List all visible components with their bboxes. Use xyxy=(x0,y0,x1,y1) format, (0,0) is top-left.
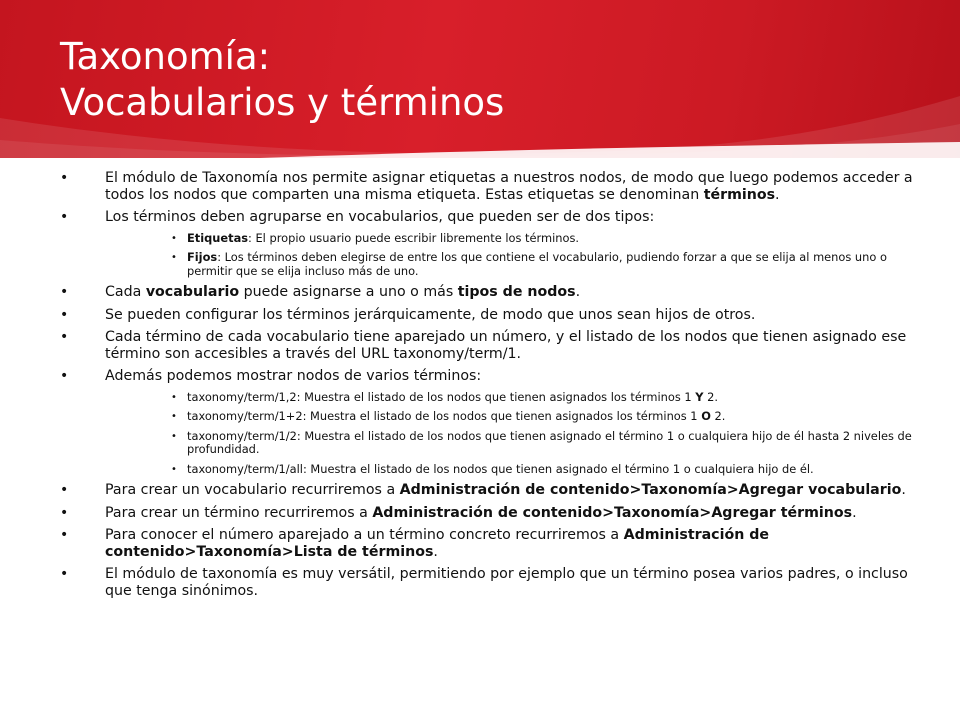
bullet-hierarchy: • Se pueden configurar los términos jerárquicamente, de modo que unos sean hijos de otros. xyxy=(60,307,930,324)
bullet-create-term: • Para crear un término recurriremos a Administración de contenido>Taxonomía>Agregar términos. xyxy=(60,505,930,522)
bullet-vocabulary-node-types: • Cada vocabulario puede asignarse a uno o más tipos de nodos. xyxy=(60,284,930,301)
title-line-1: Taxonomía: xyxy=(60,35,271,78)
examples-list xyxy=(105,391,930,477)
title-banner xyxy=(0,0,960,158)
bullet-taxonomy-intro: • El módulo de Taxonomía nos permite asignar etiquetas a nuestros nodos, de modo que luego podemos acceder a todos los nodos que comparten una misma etiqueta. Estas etiquetas se denominan términos. xyxy=(60,170,930,203)
sub-bullet-fijos: • Fijos: Los términos deben elegirse de entre los que contiene el vocabulario, pudiendo forzar a que se elija al menos uno o permitir que se elija incluso más de uno. xyxy=(105,251,930,278)
bullet-create-vocabulary: • Para crear un vocabulario recurriremos a Administración de contenido>Taxonomía>Agregar vocabulario. xyxy=(60,482,930,499)
bullet-multiple-terms: • Además podemos mostrar nodos de varios términos: • taxonomy/term/1,2: Muestra el listado de los nodos que tienen asignados los términos 1 Y 2. • taxonomy/term/1+2: Muestra el listado de los nodos que tienen asignados los términos 1 O 2. • taxonomy/term/1/2: Muestra el listado de los nodos que tienen asignado el término 1 o cualquiera hijo de él hasta 2 niveles de profundidad. • taxonomy/term/1/all: Muestra el listado de los nodos que tienen asignado el término 1 o cualquiera hijo de él. xyxy=(60,368,930,476)
sub-bullet-example-depth: • taxonomy/term/1/2: Muestra el listado de los nodos que tienen asignado el término 1 o cualquiera hijo de él hasta 2 niveles de profundidad. xyxy=(105,430,930,457)
slide-content xyxy=(60,170,930,605)
bullet-term-number-lookup: • Para conocer el número aparejado a un término concreto recurriremos a Administración de contenido>Taxonomía>Lista de términos. xyxy=(60,527,930,560)
bullet-list xyxy=(60,170,930,599)
bullet-vocabulary-types: • Los términos deben agruparse en vocabularios, que pueden ser de dos tipos: • Etiquetas: El propio usuario puede escribir libremente los términos. • Fijos: Los términos deben elegirse de entre los que contiene el vocabulario, pudiendo forzar a que se elija al menos uno o permitir que se elija incluso más de uno. xyxy=(60,209,930,278)
sub-bullet-example-all: • taxonomy/term/1/all: Muestra el listado de los nodos que tienen asignado el término 1 o cualquiera hijo de él. xyxy=(105,463,930,477)
slide-title xyxy=(60,34,504,126)
sub-bullet-etiquetas: • Etiquetas: El propio usuario puede escribir libremente los términos. xyxy=(105,232,930,246)
title-line-2: Vocabularios y términos xyxy=(60,81,505,124)
bullet-term-number: • Cada término de cada vocabulario tiene aparejado un número, y el listado de los nodos que tienen asignado ese término son accesibles a través del URL taxonomy/term/1. xyxy=(60,329,930,362)
bullet-versatility: • El módulo de taxonomía es muy versátil, permitiendo por ejemplo que un término posea varios padres, o incluso que tenga sinónimos. xyxy=(60,566,930,599)
sub-bullet-example-or: • taxonomy/term/1+2: Muestra el listado de los nodos que tienen asignados los términos 1 O 2. xyxy=(105,410,930,424)
vocabulary-types-list xyxy=(105,232,930,279)
sub-bullet-example-and: • taxonomy/term/1,2: Muestra el listado de los nodos que tienen asignados los términos 1 Y 2. xyxy=(105,391,930,405)
